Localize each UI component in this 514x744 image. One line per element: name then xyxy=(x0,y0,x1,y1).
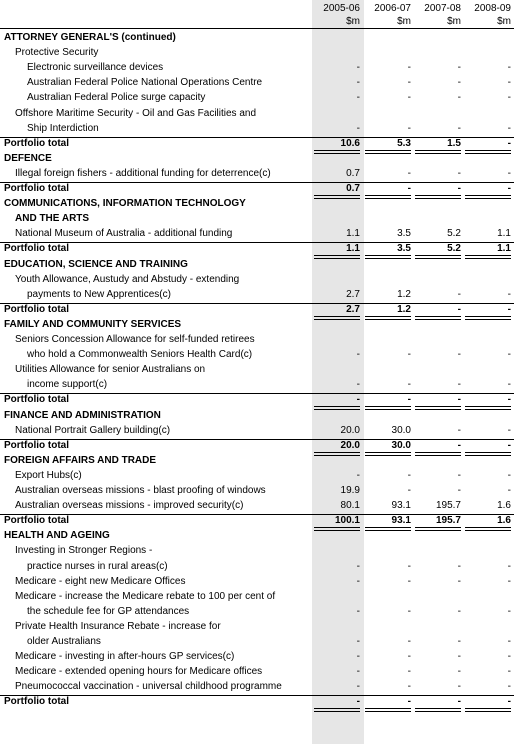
value-cell: - xyxy=(356,469,360,481)
measure-label: Investing in Stronger Regions - xyxy=(15,545,153,557)
value-cell: - xyxy=(507,167,511,179)
measure-label: Australian overseas missions - blast proofing of windows xyxy=(15,485,266,496)
section-heading-row xyxy=(0,409,514,424)
value-cell: - xyxy=(457,92,461,104)
portfolio-total-label: Portfolio total xyxy=(4,394,69,406)
measure-label: National Portrait Gallery building(c) xyxy=(15,424,171,436)
measure-label: Protective Security xyxy=(15,47,99,59)
table-row xyxy=(0,91,514,106)
value-cell: - xyxy=(356,62,360,74)
value-cell: - xyxy=(507,288,511,300)
total-double-rule xyxy=(465,708,511,712)
value-cell: 1.2 xyxy=(397,288,411,300)
table-row xyxy=(0,499,514,514)
column-year: 2005-06 xyxy=(323,3,360,14)
table-row xyxy=(0,273,514,288)
measure-label: Medicare - eight new Medicare Offices xyxy=(15,575,186,587)
column-unit: $m xyxy=(346,16,360,27)
value-cell: - xyxy=(507,485,511,496)
value-cell: - xyxy=(356,349,360,361)
value-cell: - xyxy=(407,167,411,179)
portfolio-total-label: Portfolio total xyxy=(4,137,69,149)
section-heading-row xyxy=(0,152,514,167)
value-cell: - xyxy=(457,183,461,194)
value-cell: - xyxy=(356,575,360,587)
value-cell: - xyxy=(407,560,411,572)
value-cell: - xyxy=(356,379,360,391)
value-cell: - xyxy=(356,605,360,617)
value-cell: - xyxy=(457,605,461,617)
value-cell: - xyxy=(457,575,461,587)
section-heading: DEFENCE xyxy=(4,152,52,164)
measure-label: Utilities Allowance for senior Australians on xyxy=(15,364,206,376)
section-heading-row xyxy=(0,454,514,469)
value-cell: 5.2 xyxy=(447,228,461,240)
column-year: 2007-08 xyxy=(424,3,461,14)
value-cell: 1.1 xyxy=(346,228,360,240)
section-heading: FINANCE AND ADMINISTRATION xyxy=(4,409,161,421)
total-double-rule xyxy=(314,708,360,712)
value-cell: - xyxy=(407,666,411,678)
measure-label: income support(c) xyxy=(27,379,108,391)
total-rule-top xyxy=(0,137,514,138)
total-double-rule xyxy=(415,708,461,712)
total-rule-top xyxy=(0,439,514,440)
measure-label: who hold a Commonwealth Seniors Health Card(c) xyxy=(27,349,253,361)
value-cell: - xyxy=(407,605,411,617)
value-cell: - xyxy=(356,122,360,134)
value-cell: 19.9 xyxy=(340,485,360,496)
table-row xyxy=(0,650,514,665)
value-cell: - xyxy=(356,92,360,104)
value-cell: - xyxy=(507,137,511,149)
value-cell: - xyxy=(457,439,461,451)
value-cell: - xyxy=(457,651,461,663)
measure-label: Australian Federal Police surge capacity xyxy=(27,92,206,104)
value-cell: - xyxy=(507,469,511,481)
section-heading-row xyxy=(0,212,514,227)
value-cell: - xyxy=(507,349,511,361)
section-heading: ATTORNEY GENERAL'S (continued) xyxy=(4,32,176,43)
total-rule-top xyxy=(0,303,514,304)
table-row xyxy=(0,424,514,439)
table-row xyxy=(0,122,514,137)
value-cell: - xyxy=(407,394,411,406)
table-row xyxy=(0,469,514,484)
table-row xyxy=(0,46,514,61)
value-cell: 93.1 xyxy=(391,515,411,527)
measure-label: Medicare - investing in after-hours GP services(c) xyxy=(15,651,235,663)
measure-label: the schedule fee for GP attendances xyxy=(27,605,190,617)
table-row xyxy=(0,590,514,605)
value-cell: 0.7 xyxy=(346,183,360,194)
value-cell: - xyxy=(457,424,461,436)
value-cell: - xyxy=(457,394,461,406)
total-rule-top xyxy=(0,242,514,243)
measure-label: payments to New Apprentices(c) xyxy=(27,288,171,300)
table-row xyxy=(0,61,514,76)
value-cell: - xyxy=(457,379,461,391)
value-cell: - xyxy=(507,651,511,663)
measure-label: National Museum of Australia - additional funding xyxy=(15,228,233,240)
value-cell: - xyxy=(507,183,511,194)
measure-label: Offshore Maritime Security - Oil and Gas Facilities and xyxy=(15,107,257,119)
section-heading-row xyxy=(0,529,514,544)
value-cell: - xyxy=(457,349,461,361)
value-cell: - xyxy=(407,62,411,74)
portfolio-total-label: Portfolio total xyxy=(4,515,69,527)
value-cell: 10.6 xyxy=(340,137,360,149)
value-cell: 1.1 xyxy=(346,243,360,255)
value-cell: - xyxy=(507,666,511,678)
table-row xyxy=(0,227,514,242)
portfolio-total-label: Portfolio total xyxy=(4,696,69,708)
total-rule-top xyxy=(0,695,514,696)
value-cell: - xyxy=(457,636,461,647)
value-cell: - xyxy=(356,666,360,678)
value-cell: 20.0 xyxy=(340,424,360,436)
value-cell: - xyxy=(507,439,511,451)
value-cell: 100.1 xyxy=(334,515,360,527)
value-cell: - xyxy=(457,303,461,315)
value-cell: - xyxy=(407,651,411,663)
total-rule-top xyxy=(0,182,514,183)
value-cell: - xyxy=(457,560,461,572)
measure-label: Australian overseas missions - improved security(c) xyxy=(15,500,244,512)
value-cell: 1.1 xyxy=(497,228,511,240)
portfolio-total-label: Portfolio total xyxy=(4,303,69,315)
measure-label: Youth Allowance, Austudy and Abstudy - extending xyxy=(15,273,240,285)
total-double-rule xyxy=(365,708,411,712)
value-cell: - xyxy=(507,575,511,587)
value-cell: - xyxy=(507,77,511,89)
section-heading-row xyxy=(0,197,514,212)
value-cell: 2.7 xyxy=(346,303,360,315)
section-heading: FAMILY AND COMMUNITY SERVICES xyxy=(4,318,182,330)
value-cell: 1.6 xyxy=(497,500,511,512)
value-cell: 3.5 xyxy=(397,243,411,255)
value-cell: - xyxy=(407,92,411,104)
value-cell: 80.1 xyxy=(340,500,360,512)
column-unit: $m xyxy=(447,16,461,27)
table-row xyxy=(0,575,514,590)
value-cell: 30.0 xyxy=(391,439,411,451)
measure-label: practice nurses in rural areas(c) xyxy=(27,560,168,572)
table-row xyxy=(0,635,514,650)
value-cell: - xyxy=(356,651,360,663)
value-cell: 1.2 xyxy=(397,303,411,315)
value-cell: - xyxy=(507,122,511,134)
value-cell: 2.7 xyxy=(346,288,360,300)
value-cell: - xyxy=(457,696,461,708)
value-cell: 5.2 xyxy=(447,243,461,255)
value-cell: - xyxy=(407,379,411,391)
value-cell: - xyxy=(356,681,360,693)
measure-label: Seniors Concession Allowance for self-funded retirees xyxy=(15,334,255,345)
value-cell: - xyxy=(457,469,461,481)
measure-label: Export Hubs(c) xyxy=(15,469,82,481)
value-cell: - xyxy=(356,77,360,89)
value-cell: 3.5 xyxy=(397,228,411,240)
table-row xyxy=(0,378,514,393)
table-row xyxy=(0,288,514,303)
value-cell: - xyxy=(507,394,511,406)
measure-label: Illegal foreign fishers - additional funding for deterrence(c) xyxy=(15,167,271,179)
total-rule-top xyxy=(0,514,514,515)
total-rule-top xyxy=(0,393,514,394)
section-heading-row xyxy=(0,31,514,46)
header-rule xyxy=(0,28,514,29)
section-heading-row xyxy=(0,318,514,333)
value-cell: 30.0 xyxy=(391,424,411,436)
value-cell: - xyxy=(356,560,360,572)
measure-label: older Australians xyxy=(27,636,101,647)
measure-label: Pneumococcal vaccination - universal childhood programme xyxy=(15,681,282,693)
value-cell: - xyxy=(507,605,511,617)
value-cell: 0.7 xyxy=(346,167,360,179)
section-heading: AND THE ARTS xyxy=(15,213,90,225)
table-row xyxy=(0,76,514,91)
value-cell: - xyxy=(457,77,461,89)
column-unit: $m xyxy=(497,16,511,27)
value-cell: - xyxy=(407,183,411,194)
value-cell: 5.3 xyxy=(397,137,411,149)
value-cell: - xyxy=(407,469,411,481)
measure-label: Australian Federal Police National Operations Centre xyxy=(27,77,263,89)
table-row xyxy=(0,484,514,499)
portfolio-total-label: Portfolio total xyxy=(4,183,69,194)
table-row xyxy=(0,665,514,680)
value-cell: 93.1 xyxy=(391,500,411,512)
measure-label: Private Health Insurance Rebate - increase for xyxy=(15,620,221,632)
value-cell: - xyxy=(507,62,511,74)
section-heading: COMMUNICATIONS, INFORMATION TECHNOLOGY xyxy=(4,198,246,210)
table-row xyxy=(0,333,514,348)
value-cell: - xyxy=(356,696,360,708)
value-cell: - xyxy=(356,394,360,406)
value-cell: - xyxy=(507,696,511,708)
table-row xyxy=(0,605,514,620)
value-cell: - xyxy=(507,379,511,391)
value-cell: - xyxy=(457,666,461,678)
table-row xyxy=(0,560,514,575)
table-row xyxy=(0,107,514,122)
table-row xyxy=(0,348,514,363)
value-cell: 1.5 xyxy=(447,137,461,149)
table-row xyxy=(0,620,514,635)
measure-label: Medicare - extended opening hours for Medicare offices xyxy=(15,666,263,678)
value-cell: - xyxy=(457,681,461,693)
section-heading: FOREIGN AFFAIRS AND TRADE xyxy=(4,454,157,466)
table-row xyxy=(0,363,514,378)
section-heading: EDUCATION, SCIENCE AND TRAINING xyxy=(4,258,188,270)
value-cell: 1.6 xyxy=(497,515,511,527)
value-cell: - xyxy=(507,560,511,572)
value-cell: - xyxy=(407,485,411,496)
value-cell: 195.7 xyxy=(435,500,461,512)
value-cell: 195.7 xyxy=(435,515,461,527)
value-cell: - xyxy=(457,288,461,300)
section-heading-row xyxy=(0,258,514,273)
value-cell: - xyxy=(507,636,511,647)
value-cell: - xyxy=(407,77,411,89)
table-row xyxy=(0,544,514,559)
measure-label: Medicare - increase the Medicare rebate to 100 per cent of xyxy=(15,590,276,602)
value-cell: - xyxy=(457,485,461,496)
value-cell: - xyxy=(457,167,461,179)
value-cell: - xyxy=(457,122,461,134)
value-cell: - xyxy=(407,575,411,587)
value-cell: - xyxy=(407,122,411,134)
portfolio-total-label: Portfolio total xyxy=(4,439,69,451)
value-cell: 20.0 xyxy=(340,439,360,451)
value-cell: - xyxy=(356,636,360,647)
section-heading: HEALTH AND AGEING xyxy=(4,530,110,542)
portfolio-total-label: Portfolio total xyxy=(4,243,69,255)
column-unit: $m xyxy=(397,16,411,27)
table-row xyxy=(0,680,514,695)
value-cell: - xyxy=(507,424,511,436)
value-cell: - xyxy=(507,681,511,693)
value-cell: - xyxy=(507,303,511,315)
value-cell: - xyxy=(407,349,411,361)
measure-label: Ship Interdiction xyxy=(27,122,99,134)
measure-label: Electronic surveillance devices xyxy=(27,62,164,74)
value-cell: - xyxy=(457,62,461,74)
column-year: 2006-07 xyxy=(374,3,411,14)
table-row xyxy=(0,167,514,182)
value-cell: - xyxy=(507,92,511,104)
value-cell: - xyxy=(407,681,411,693)
column-year: 2008-09 xyxy=(474,3,511,14)
value-cell: - xyxy=(407,636,411,647)
value-cell: - xyxy=(407,696,411,708)
value-cell: 1.1 xyxy=(497,243,511,255)
